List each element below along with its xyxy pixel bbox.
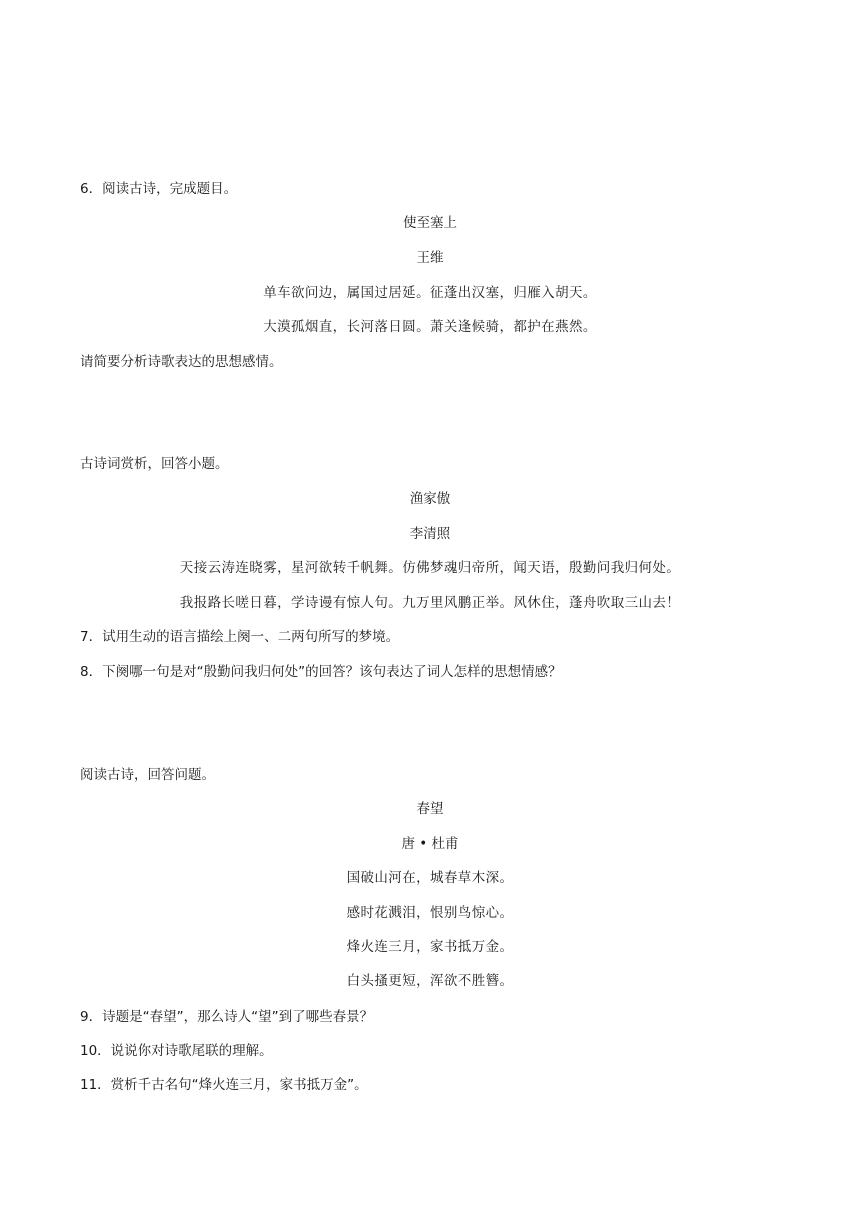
section-intro: 阅读古诗，回答问题。 <box>80 767 215 783</box>
poem-line: 国破山河在，城春草木深。 <box>346 870 514 886</box>
poem-line: 白头搔更短，浑欲不胜簪。 <box>346 973 514 989</box>
poem-line: 我报路长嗟日暮，学诗谩有惊人句。九万里风鹏正举。风休住，蓬舟吹取三山去！ <box>179 595 681 611</box>
question-7: 7．试用生动的语言描绘上阕一、二两句所写的梦境。 <box>80 629 400 645</box>
question-10: 10．说说你对诗歌尾联的理解。 <box>80 1043 273 1059</box>
poem-title: 使至塞上 <box>403 215 457 231</box>
poem-line: 天接云涛连晓雾，星河欲转千帆舞。仿佛梦魂归帝所，闻天语，殷勤问我归何处。 <box>179 560 681 576</box>
poem-author: 唐 • 杜甫 <box>401 836 459 852</box>
question-11: 11．赏析千古名句“烽火连三月，家书抵万金”。 <box>80 1077 368 1093</box>
poem-author: 王维 <box>416 250 444 266</box>
question-prompt: 请简要分析诗歌表达的思想感情。 <box>80 354 283 370</box>
poem-line: 单车欲问边，属国过居延。征蓬出汉塞，归雁入胡天。 <box>263 285 597 301</box>
poem-title: 春望 <box>416 801 444 817</box>
poem-title: 渔家傲 <box>409 491 451 507</box>
poem-author: 李清照 <box>409 526 451 542</box>
poem-line: 大漠孤烟直，长河落日圆。萧关逢候骑，都护在燕然。 <box>263 319 597 335</box>
poem-line: 烽火连三月，家书抵万金。 <box>346 939 514 955</box>
poem-line: 感时花溅泪，恨别鸟惊心。 <box>346 905 514 921</box>
question-8: 8．下阕哪一句是对“殷勤问我归何处”的回答？该句表达了词人怎样的思想情感？ <box>80 664 562 680</box>
section-intro: 古诗词赏析，回答小题。 <box>80 456 229 472</box>
question-6: 6．阅读古诗，完成题目。 <box>80 181 238 197</box>
question-9: 9．诗题是“春望”，那么诗人“望”到了哪些春景？ <box>80 1009 374 1025</box>
